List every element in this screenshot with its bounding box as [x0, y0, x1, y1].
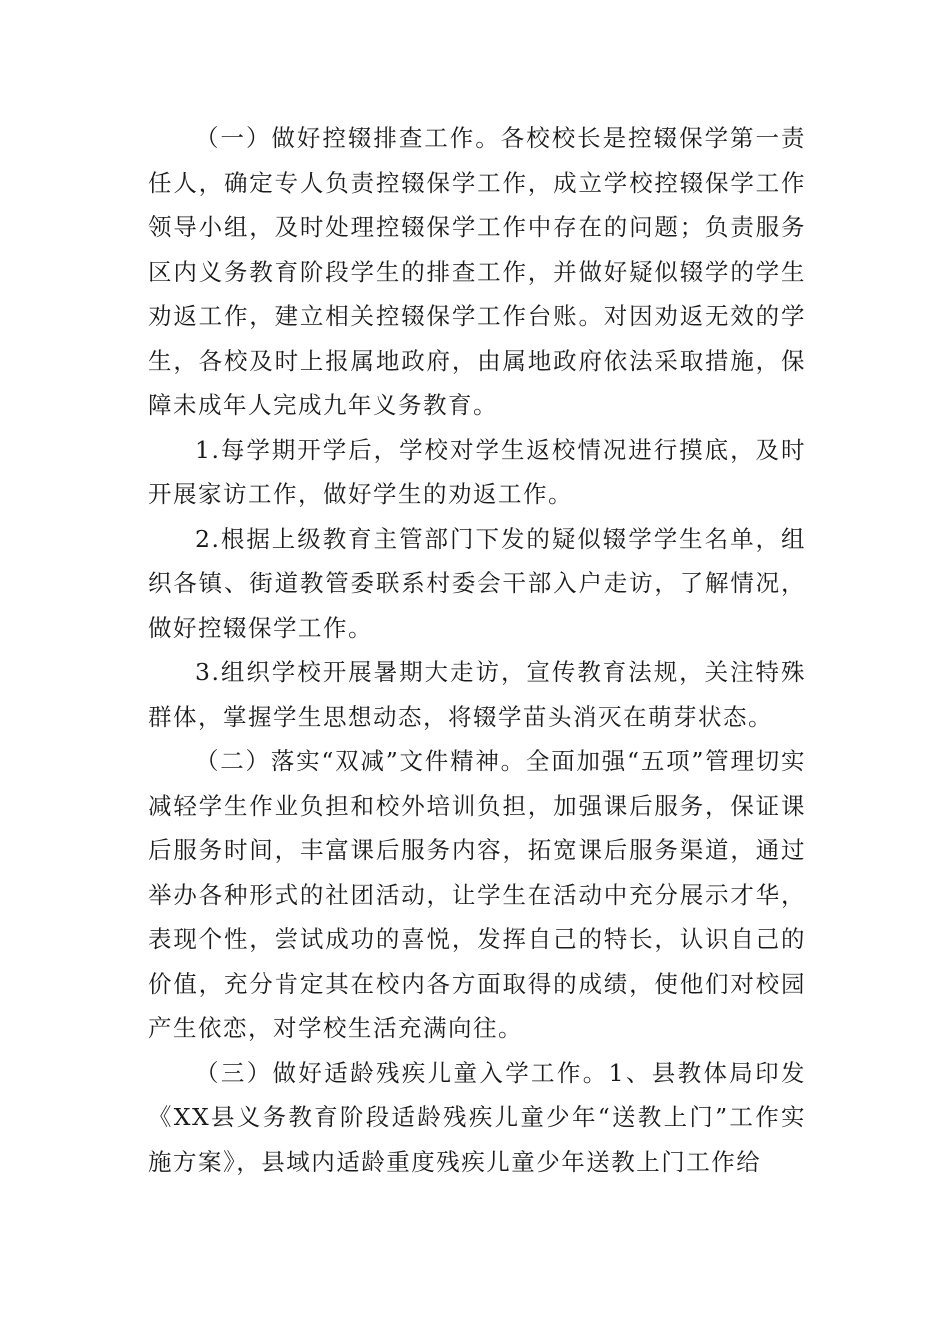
- paragraph-text: 1.每学期开学后，学校对学生返校情况进行摸底，及时开展家访工作，做好学生的劝返工作。: [148, 435, 806, 508]
- section-heading-2: （二）落实“双减”文件精神。: [195, 747, 526, 775]
- section-heading-3: （三）做好适龄残疾儿童入学工作。: [195, 1058, 609, 1087]
- paragraph-text: 全面加强“五项”管理切实减轻学生作业负担和校外培训负担，加强课后服务，保证课后服务时间，丰富课后服务内容，拓宽课后服务渠道，通过举办各种形式的社团活动，让学生在活动中充分展示才华，表现个性，尝试成功的喜悦，发挥自己的特长，认识自己的价值，充分肯定其在校内各方面取得的成绩，使他们对校园产生依恋，对学校生活充满向往。: [148, 747, 807, 1042]
- list-item-1: [148, 428, 806, 517]
- paragraph-control-dropout: [148, 116, 806, 428]
- paragraph-text: 3.组织学校开展暑期大走访，宣传教育法规，关注特殊群体，掌握学生思想动态，将辍学苗头消灭在萌芽状态。: [148, 658, 806, 731]
- paragraph-disabled-children: [148, 1051, 806, 1185]
- paragraph-text: 2.根据上级教育主管部门下发的疑似辍学学生名单，组织各镇、街道教管委联系村委会干部入户走访，了解情况，做好控辍保学工作。: [148, 524, 806, 642]
- list-item-3: [148, 650, 806, 739]
- paragraph-double-reduction: [148, 739, 806, 1051]
- paragraph-text: 各校校长是控辍保学第一责任人，确定专人负责控辍保学工作，成立学校控辍保学工作领导小组，及时处理控辍保学工作中存在的问题；负责服务区内义务教育阶段学生的排查工作，并做好疑似辍学的学生劝返工作，建立相关控辍保学工作台账。对因劝返无效的学生，各校及时上报属地政府，由属地政府依法采取措施，保障未成年人完成九年义务教育。: [148, 124, 807, 419]
- section-heading-1: （一）做好控辍排查工作。: [195, 124, 501, 152]
- document-page: [148, 116, 806, 1184]
- list-item-2: [148, 517, 806, 651]
- paragraph-text: 1、县教体局印发《XX县义务教育阶段适龄残疾儿童少年“送教上门”工作实施方案》，县域内适龄重度残疾儿童少年送教上门工作给: [148, 1058, 807, 1176]
